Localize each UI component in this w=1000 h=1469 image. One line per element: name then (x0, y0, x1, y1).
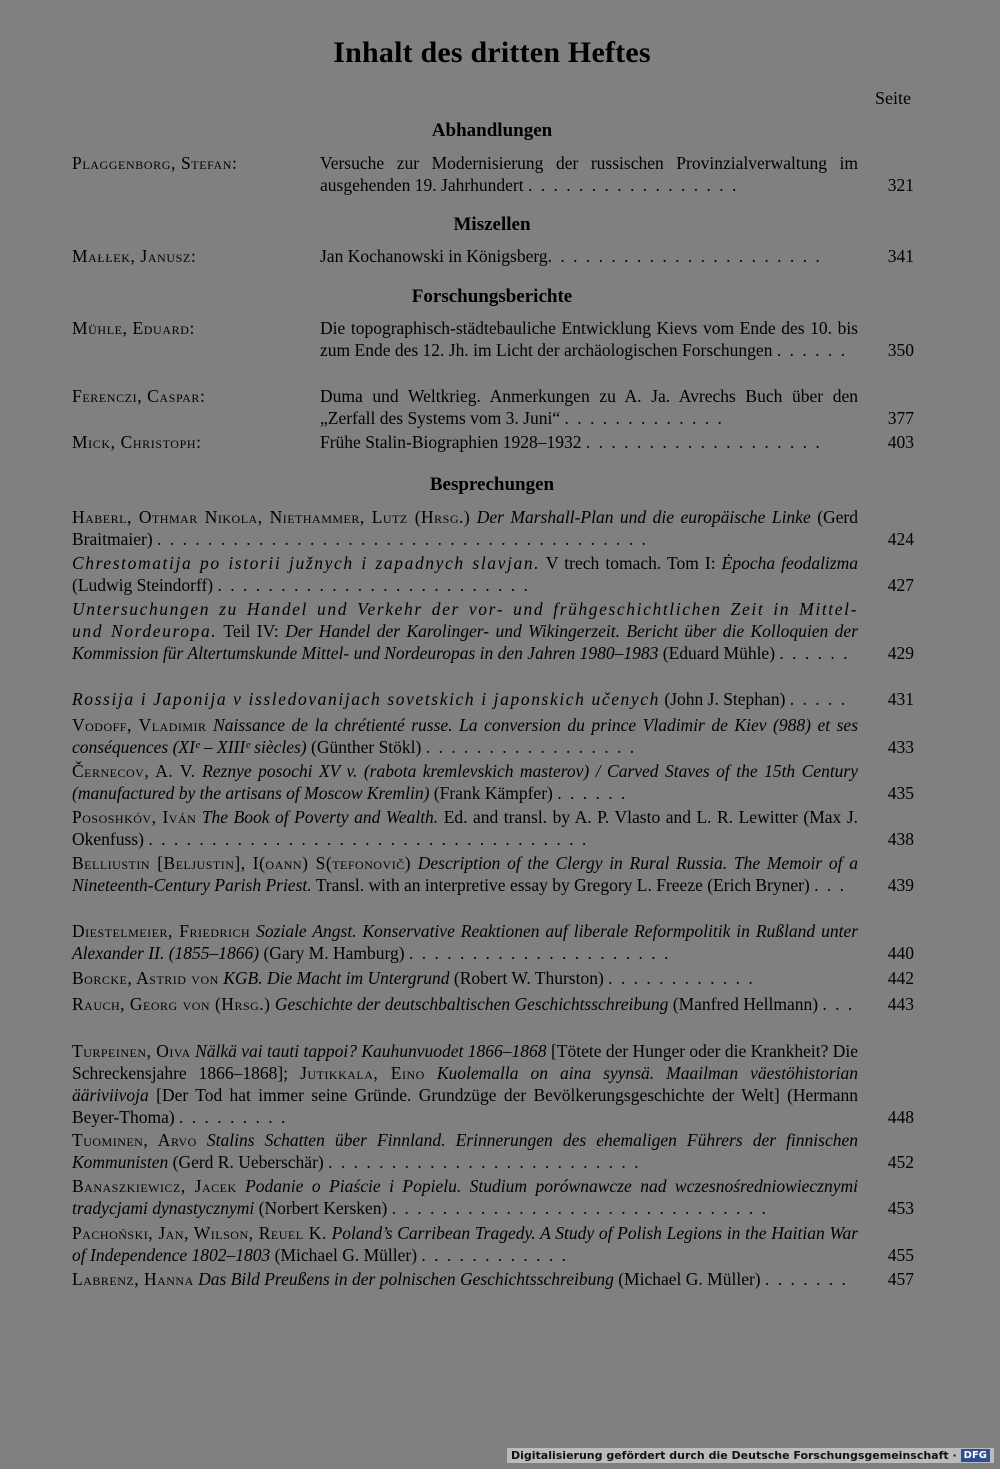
review-reviewer: (John J. Stephan) (664, 689, 786, 709)
review-title: Description of the Clergy in Rural Russia. The Memoir of a Nineteenth-Century Parish Priest. (72, 853, 859, 895)
entry-author: Mick, Christoph: (72, 432, 202, 452)
review-extra: Transl. with an interpretive essay by Gregory L. Freeze (315, 875, 703, 895)
review-reviewer: (Gerd R. Ueberschär) (172, 1152, 324, 1172)
toc-entry[interactable]: Mick, Christoph: Frühe Stalin-Biographien 1928–1932 . . . . . . . . . . . . . . . . . . . 403 (72, 432, 914, 452)
entry-author: Mühle, Eduard: (72, 318, 195, 338)
review-author: Haberl, Othmar Nikola, Niethammer, Lutz (Hrsg.) (72, 507, 471, 527)
review-title: Der Marshall-Plan und die europäische Linke (476, 507, 811, 527)
toc-entry[interactable]: Mühle, Eduard: Die topographisch-städtebauliche Entwicklung Kievs vom Ende des 10. bis zum Ende des 12. Jh. im Licht der archäologischen Forschungen . . . . . . 350 (72, 318, 914, 360)
review-reviewer: (Gerd Braitmaier) (72, 507, 859, 549)
toc-entry[interactable]: Plaggenborg, Stefan: Versuche zur Modernisierung der russischen Provinzialverwaltung im ausgehenden 19. Jahrhundert . . . . . . . . . . . . . . . . . 321 (72, 153, 914, 195)
review-author: Černecov, A. V. (72, 761, 196, 781)
review-title: Geschichte der deutschbaltischen Geschichtsschreibung (274, 994, 669, 1014)
review-page: 424 (887, 529, 914, 549)
review-page: 439 (887, 875, 914, 895)
review-entry[interactable]: Borcke, Astrid von KGB. Die Macht im Untergrund (Robert W. Thurston) . . . . . . . . . . . . 442 (72, 968, 914, 988)
entry-title: Jan Kochanowski in Königsberg (320, 246, 548, 266)
review-title: Chrestomatija po istorii južnych i zapadnych slavjan. (72, 553, 541, 573)
entry-title: Die topographisch-städtebauliche Entwicklung Kievs vom Ende des 10. bis zum Ende des 12. Jh. im Licht der archäologischen Forschungen (320, 318, 858, 360)
review-page: 435 (887, 783, 914, 803)
review-entry[interactable]: Haberl, Othmar Nikola, Niethammer, Lutz (Hrsg.) Der Marshall-Plan und die europäische Linke (Gerd Braitmaier) . . . . . . . . . . . . . . . . . . . . . . . . . . . . . . . . . . . . . . . 424 (72, 507, 914, 549)
review-title: Rossija i Japonija v issledovanijach sovetskich i japonskich učenych (72, 689, 660, 709)
entry-title: Frühe Stalin-Biographien 1928–1932 (320, 432, 582, 452)
review-reviewer: (Max J. Okenfuss) (72, 807, 859, 849)
entry-title: Duma und Weltkrieg. Anmerkungen zu A. Ja. Avrechs Buch über den „Zerfall des Systems vom 3. Juni“ (320, 386, 858, 428)
review-page: 457 (887, 1269, 914, 1289)
toc-entry[interactable]: Małłek, Janusz: Jan Kochanowski in Königsberg. . . . . . . . . . . . . . . . . . . . . . 341 (72, 246, 914, 266)
review-extra: [Tötete der Hunger oder die Krankheit? Die Schreckensjahre 1866–1868]; (72, 1041, 859, 1083)
review-title: Stalins Schatten über Finnland. Erinnerungen des ehemaligen Führers der finnischen Kommunisten (72, 1130, 859, 1172)
entry-page: 350 (887, 340, 914, 360)
review-author: Pososhkóv, Iván (72, 807, 197, 827)
review-subtitle: Kuolemalla on aina syynsä. Maailman väestöhistorian ääriviivoja (72, 1063, 859, 1105)
toc-entry[interactable]: Ferenczi, Caspar: Duma und Weltkrieg. Anmerkungen zu A. Ja. Avrechs Buch über den „Zerfall des Systems vom 3. Juni“ . . . . . . . . . . . . . 377 (72, 386, 914, 428)
section-heading-besprechungen: Besprechungen (429, 474, 555, 495)
footer-text: Digitalisierung gefördert durch die Deutsche Forschungsgemeinschaft · (510, 1449, 957, 1462)
entry-title: Versuche zur Modernisierung der russischen Provinzialverwaltung im ausgehenden 19. Jahrhundert (320, 153, 858, 195)
review-page: 452 (887, 1152, 914, 1172)
entry-page: 403 (887, 432, 914, 452)
review-subtitle: Ėpocha feodalizma (721, 553, 858, 573)
review-author: Pachoński, Jan, Wilson, Reuel K. (72, 1223, 327, 1243)
review-entry[interactable]: Belliustin [Beljustin], I(oann) S(tefonovič) Description of the Clergy in Rural Russia. The Memoir of a Nineteenth-Century Parish Priest. Transl. with an interpretive essay by Gregory L. Freeze (Erich Bryner) . . . 439 (72, 853, 914, 895)
review-author: Belliustin [Beljustin], I(oann) S(tefonovič) (72, 853, 412, 873)
review-page: 438 (887, 829, 914, 849)
entry-author: Plaggenborg, Stefan: (72, 153, 238, 173)
review-entry[interactable]: Vodoff, Vladimir Naissance de la chrétienté russe. La conversion du prince Vladimir de Kiev (988) et ses conséquences (XIᵉ – XIIIᵉ siècles) (Günther Stökl) . . . . . . . . . . . . . . . . . 433 (72, 715, 914, 757)
review-page: 427 (887, 575, 914, 595)
review-entry[interactable]: Rossija i Japonija v issledovanijach sovetskich i japonskich učenych (John J. Stephan) . . . . . 431 (72, 689, 914, 709)
review-page: 431 (887, 689, 914, 709)
review-author: Banaszkiewicz, Jacek (72, 1176, 237, 1196)
review-page: 443 (887, 994, 914, 1014)
review-title: Naissance de la chrétienté russe. La conversion du prince Vladimir de Kiev (988) et ses conséquences (XIᵉ – XIIIᵉ siècles) (72, 715, 858, 757)
review-title: Nälkä vai tauti tappoi? Kauhunvuodet 1866–1868 (195, 1041, 547, 1061)
review-extra: Teil IV: (223, 621, 279, 641)
review-page: 433 (887, 737, 914, 757)
review-author: Turpeinen, Oiva (72, 1041, 191, 1061)
review-entry[interactable]: Labrenz, Hanna Das Bild Preußens in der polnischen Geschichtsschreibung (Michael G. Müller) . . . . . . . 457 (72, 1269, 914, 1289)
review-reviewer: (Gary M. Hamburg) (263, 943, 405, 963)
review-extra: Ed. and transl. by A. P. Vlasto and L. R. Lewitter (443, 807, 798, 827)
review-title: Podanie o Piaście i Popielu. Studium porównawcze nad wczesnośredniowiecznymi tradycjami dynastycznymi (72, 1176, 858, 1218)
review-title: The Book of Poverty and Wealth. (201, 807, 439, 827)
review-entry[interactable]: Turpeinen, Oiva Nälkä vai tauti tappoi? Kauhunvuodet 1866–1868 [Tötete der Hunger oder die Krankheit? Die Schreckensjahre 1866–1868]; Jutikkala, Eino Kuolemalla on aina syynsä. Maailman väestöhistorian ääriviivoja [Der Tod hat immer seine Gründe. Grundzüge der Bevölkerungsgeschichte der Welt] (Hermann Beyer-Thoma) . . . . . . . . . 448 (72, 1041, 914, 1127)
review-reviewer: (Robert W. Thurston) (453, 968, 604, 988)
review-subtitle: Der Handel der Karolinger- und Wikingerzeit. Bericht über die Kolloquien der Kommission für Altertumskunde Mittel- und Nordeuropas in den Jahren 1980–1983 (72, 621, 859, 663)
review-reviewer: (Michael G. Müller) (618, 1269, 761, 1289)
dfg-logo: DFG (961, 1449, 990, 1462)
review-title: Soziale Angst. Konservative Reaktionen auf liberale Reformpolitik in Rußland unter Alexander II. (1855–1866) (72, 921, 859, 963)
review-page: 453 (887, 1198, 914, 1218)
review-title: Reznye posochi XV v. (rabota kremlevskich masterov) / Carved Staves of the 15th Century (manufactured by the artisans of Moscow Kremlin) (72, 761, 859, 803)
review-entry[interactable]: Pososhkóv, Iván The Book of Poverty and Wealth. Ed. and transl. by A. P. Vlasto and L. R. Lewitter (Max J. Okenfuss) . . . . . . . . . . . . . . . . . . . . . . . . . . . . . . . . . . . 438 (72, 807, 914, 849)
review-reviewer: (Manfred Hellmann) (672, 994, 819, 1014)
review-entry[interactable]: Untersuchungen zu Handel und Verkehr der vor- und frühgeschichtlichen Zeit in Mittel- und Nordeuropa. Teil IV: Der Handel der Karolinger- und Wikingerzeit. Bericht über die Kolloquien der Kommission für Altertumskunde Mittel- und Nordeuropas in den Jahren 1980–1983 (Eduard Mühle) . . . . . . 429 (72, 599, 914, 663)
review-reviewer: (Hermann Beyer-Thoma) (72, 1085, 859, 1127)
review-page: 429 (887, 643, 914, 663)
review-entry[interactable]: Chrestomatija po istorii južnych i zapadnych slavjan. V trech tomach. Tom I: Ėpocha feodalizma (Ludwig Steindorff) . . . . . . . . . . . . . . . . . . . . . . . . . 427 (72, 553, 914, 595)
review-page: 440 (887, 943, 914, 963)
review-extra: V trech tomach. Tom I: (545, 553, 716, 573)
review-title: Das Bild Preußens in der polnischen Geschichtsschreibung (198, 1269, 614, 1289)
review-reviewer: (Erich Bryner) (707, 875, 810, 895)
review-entry[interactable]: Diestelmeier, Friedrich Soziale Angst. Konservative Reaktionen auf liberale Reformpolitik in Rußland unter Alexander II. (1855–1866) (Gary M. Hamburg) . . . . . . . . . . . . . . . . . . . . . 440 (72, 921, 914, 963)
review-reviewer: (Ludwig Steindorff) (72, 575, 214, 595)
review-author: Tuominen, Arvo (72, 1130, 197, 1150)
review-author: Vodoff, Vladimir (72, 715, 207, 735)
review-entry[interactable]: Banaszkiewicz, Jacek Podanie o Piaście i Popielu. Studium porównawcze nad wczesnośredniowiecznymi tradycjami dynastycznymi (Norbert Kersken) . . . . . . . . . . . . . . . . . . . . . . . . . . . . . . 453 (72, 1176, 914, 1218)
review-author: Labrenz, Hanna (72, 1269, 194, 1289)
review-title: Untersuchungen zu Handel und Verkehr der vor- und frühgeschichtlichen Zeit in Mittel- und Nordeuropa. (72, 599, 858, 641)
review-page: 455 (887, 1245, 914, 1265)
review-title: KGB. Die Macht im Untergrund (223, 968, 450, 988)
section-heading-abhandlungen: Abhandlungen (431, 120, 553, 141)
review-reviewer: (Eduard Mühle) (662, 643, 776, 663)
review-author: Diestelmeier, Friedrich (72, 921, 251, 941)
page-column-label: Seite (875, 88, 911, 108)
entry-author: Ferenczi, Caspar: (72, 386, 206, 406)
review-entry[interactable]: Rauch, Georg von (Hrsg.) Geschichte der deutschbaltischen Geschichtsschreibung (Manfred Hellmann) . . . 443 (72, 994, 914, 1014)
entry-page: 341 (887, 246, 914, 266)
review-author: Borcke, Astrid von (72, 968, 219, 988)
review-page: 448 (887, 1107, 914, 1127)
review-entry[interactable]: Černecov, A. V. Reznye posochi XV v. (rabota kremlevskich masterov) / Carved Staves of the 15th Century (manufactured by the artisans of Moscow Kremlin) (Frank Kämpfer) . . . . . . 435 (72, 761, 914, 803)
page-title: Inhalt des dritten Heftes (333, 36, 651, 69)
review-author-2: Jutikkala, Eino (300, 1063, 425, 1083)
review-extra-2: [Der Tod hat immer seine Gründe. Grundzüge der Bevölkerungsgeschichte der Welt] (156, 1085, 780, 1105)
review-entry[interactable]: Tuominen, Arvo Stalins Schatten über Finnland. Erinnerungen des ehemaligen Führers der finnischen Kommunisten (Gerd R. Ueberschär) . . . . . . . . . . . . . . . . . . . . . . . . . 452 (72, 1130, 914, 1172)
review-reviewer: (Michael G. Müller) (274, 1245, 418, 1265)
digitization-footer (507, 1448, 994, 1463)
entry-page: 321 (887, 175, 914, 195)
review-reviewer: (Günther Stökl) (311, 737, 422, 757)
review-title: Poland’s Carribean Tragedy. A Study of Polish Legions in the Haitian War of Independence 1802–1803 (72, 1223, 858, 1265)
section-heading-forschungsberichte: Forschungsberichte (411, 286, 573, 307)
review-author: Rauch, Georg von (Hrsg.) (72, 994, 271, 1014)
review-reviewer: (Frank Kämpfer) (433, 783, 553, 803)
review-entry[interactable]: Pachoński, Jan, Wilson, Reuel K. Poland’s Carribean Tragedy. A Study of Polish Legions in the Haitian War of Independence 1802–1803 (Michael G. Müller) . . . . . . . . . . . . 455 (72, 1223, 914, 1265)
section-heading-miszellen: Miszellen (453, 214, 531, 235)
review-reviewer: (Norbert Kersken) (258, 1198, 388, 1218)
entry-page: 377 (887, 408, 914, 428)
entry-author: Małłek, Janusz: (72, 246, 197, 266)
review-page: 442 (887, 968, 914, 988)
